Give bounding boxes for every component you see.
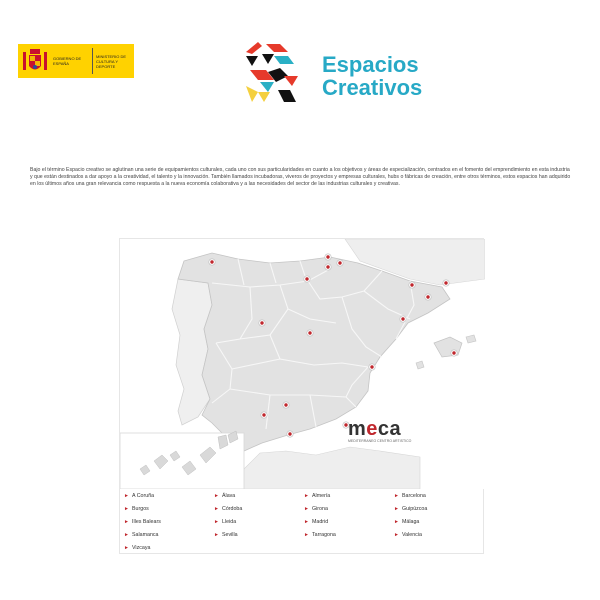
city-link[interactable]: ► Madrid <box>304 518 329 525</box>
arrow-right-icon: ► <box>124 531 129 538</box>
location-marker-dot <box>326 265 329 268</box>
arrow-right-icon: ► <box>304 493 309 500</box>
coat-of-arms-icon <box>21 46 49 76</box>
spain-map <box>120 239 485 489</box>
location-marker-dot <box>401 317 404 320</box>
intro-paragraph: Bajo el término Espacio creativo se aglutinan una serie de equipamientos culturales, cada uno con sus particularidades en cuanto a los objetivos y áreas de especialización, centrados en el fomento del emprendimiento en esta industria y que están destinados a dar apoyo a la creatividad, el talento y la innovación. También llamados incubadoras, viveros de proyectos y empresas culturales, hubs o fábricas de creación, entre otros términos, estos espacios han adquirido en los últimos años una gran relevancia como respuesta a la nueva economía colaborativa y a las necesidades del sector de las industrias culturales y creativas. <box>30 167 571 187</box>
location-marker-dot <box>262 413 265 416</box>
espacios-creativos-logo-icon <box>244 42 304 106</box>
city-row <box>124 516 480 529</box>
logo-divider <box>92 48 93 74</box>
city-link[interactable]: ► Vizcaya <box>124 544 151 551</box>
arrow-right-icon: ► <box>304 506 309 513</box>
location-marker-dot <box>288 432 291 435</box>
city-row <box>124 503 480 516</box>
meca-logo <box>348 419 428 443</box>
ministry-label: MINISTERIO DE CULTURA Y DEPORTE <box>96 53 127 69</box>
city-row <box>124 490 480 503</box>
arrow-right-icon: ► <box>124 506 129 513</box>
arrow-right-icon: ► <box>304 531 309 538</box>
city-link[interactable]: ► Almería <box>304 493 331 500</box>
city-link[interactable]: ► Salamanca <box>124 531 159 538</box>
city-link[interactable]: ► Álava <box>214 493 236 500</box>
arrow-right-icon: ► <box>394 518 399 525</box>
location-marker-dot <box>210 260 213 263</box>
city-link[interactable]: ► Girona <box>304 506 328 513</box>
government-logo <box>18 44 134 78</box>
location-marker-dot <box>410 283 413 286</box>
meca-subtitle: MEDITERRANEO CENTRO ARTISTICO <box>348 439 412 443</box>
city-link[interactable]: ► Córdoba <box>214 506 243 513</box>
city-link[interactable]: ► Guipúzcoa <box>394 506 428 513</box>
arrow-right-icon: ► <box>394 531 399 538</box>
city-link[interactable]: ► Burgos <box>124 506 149 513</box>
arrow-right-icon: ► <box>214 493 219 500</box>
arrow-right-icon: ► <box>394 493 399 500</box>
city-list <box>124 490 480 554</box>
city-link[interactable]: ► Sevilla <box>214 531 238 538</box>
location-marker-dot <box>326 255 329 258</box>
city-link[interactable]: ► A Coruña <box>124 493 155 500</box>
city-link[interactable]: ► Lleida <box>214 518 237 525</box>
location-marker-dot <box>305 277 308 280</box>
city-link[interactable]: ► Málaga <box>394 518 420 525</box>
location-marker-dot <box>284 403 287 406</box>
city-row <box>124 528 480 541</box>
city-link[interactable]: ► Illes Balears <box>124 518 161 525</box>
brand-title <box>322 53 422 99</box>
location-marker-dot <box>444 281 447 284</box>
arrow-right-icon: ► <box>214 506 219 513</box>
location-marker-dot <box>260 321 263 324</box>
arrow-right-icon: ► <box>304 518 309 525</box>
arrow-right-icon: ► <box>214 531 219 538</box>
location-marker-dot <box>370 365 373 368</box>
city-link[interactable]: ► Barcelona <box>394 493 426 500</box>
arrow-right-icon: ► <box>394 506 399 513</box>
africa-region <box>240 447 420 489</box>
arrow-right-icon: ► <box>124 544 129 551</box>
location-marker-dot <box>308 331 311 334</box>
meca-wordmark: meca <box>348 418 402 440</box>
arrow-right-icon: ► <box>214 518 219 525</box>
location-marker-dot <box>452 351 455 354</box>
city-link[interactable]: ► Tarragona <box>304 531 336 538</box>
brand-title-line2: Creativos <box>322 75 423 100</box>
location-marker-dot <box>338 261 341 264</box>
city-row <box>124 541 480 554</box>
location-marker-dot <box>426 295 429 298</box>
arrow-right-icon: ► <box>124 518 129 525</box>
city-link[interactable]: ► Valencia <box>394 531 422 538</box>
brand-title-line1: Espacios <box>322 52 419 77</box>
arrow-right-icon: ► <box>124 493 129 500</box>
government-label: GOBIERNO DE ESPAÑA <box>53 56 82 66</box>
